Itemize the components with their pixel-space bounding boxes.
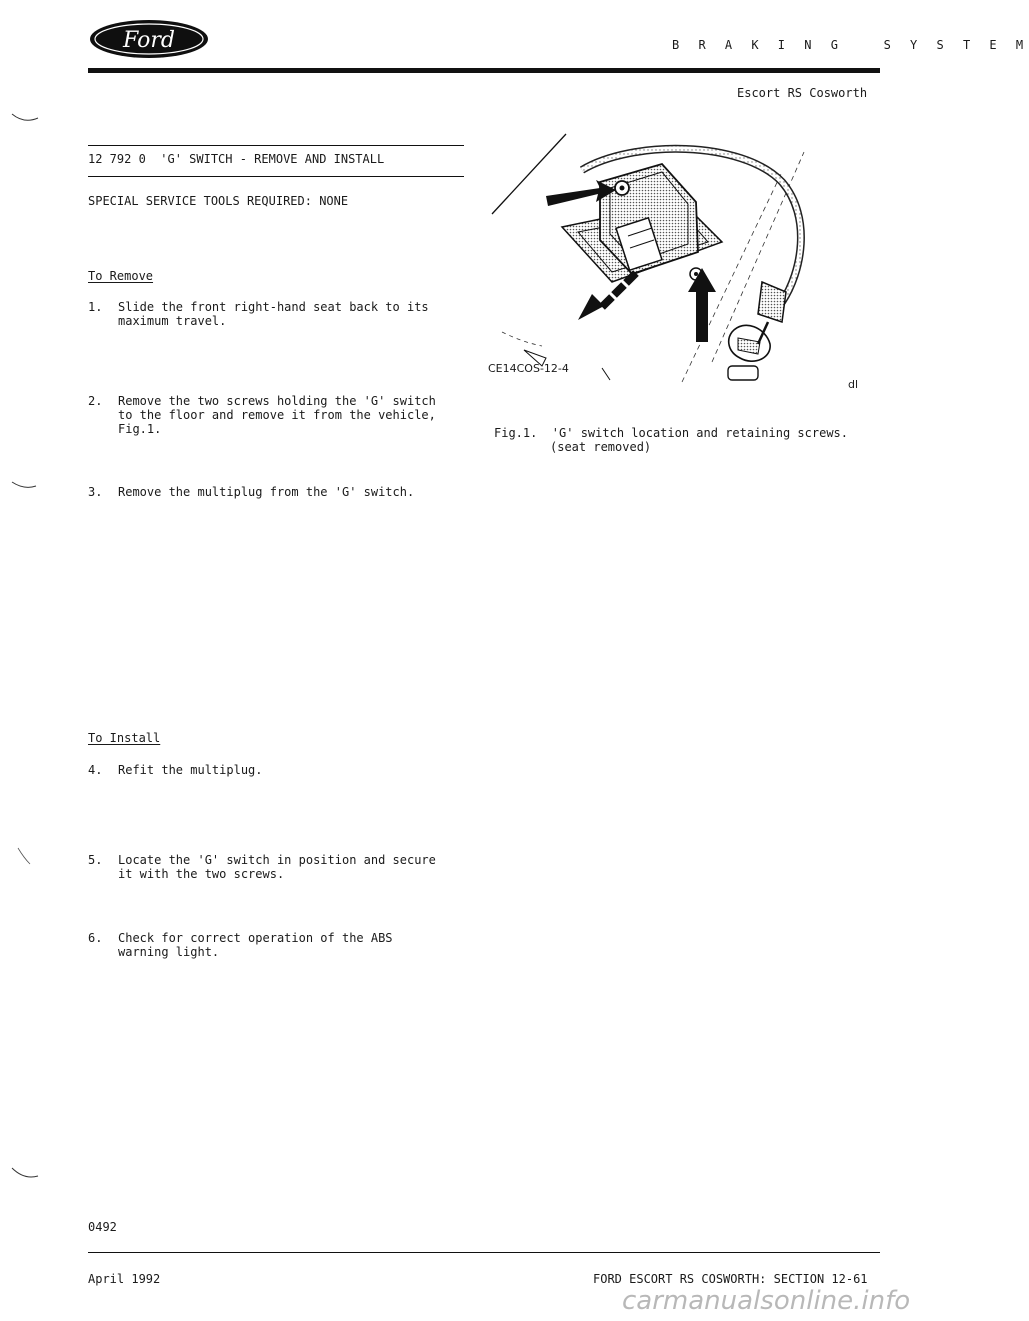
figure-corner-mark: dl: [848, 378, 859, 391]
step-text: Locate the 'G' switch in position and secure it with the two screws.: [118, 853, 436, 881]
section-title: B R A K I N G S Y S T E M: [672, 38, 1029, 52]
header-rule: [88, 68, 880, 73]
special-tools-line: SPECIAL SERVICE TOOLS REQUIRED: NONE: [88, 194, 349, 208]
step-text: Slide the front right-hand seat back to its maximum travel.: [118, 300, 429, 328]
step-number: 3.: [88, 485, 103, 499]
g-switch-illustration: [482, 132, 862, 390]
watermark: carmanualsonline.info: [622, 1286, 911, 1316]
step-number: 1.: [88, 300, 103, 314]
page-code: 0492: [88, 1220, 117, 1234]
footer-reference: FORD ESCORT RS COSWORTH: SECTION 12-61: [593, 1272, 868, 1286]
title-bottom-rule: [88, 176, 464, 177]
step-number: 5.: [88, 853, 103, 867]
title-top-rule: [88, 145, 464, 146]
step-text: Remove the multiplug from the 'G' switch.: [118, 485, 415, 499]
step-text: Remove the two screws holding the 'G' switch to the floor and remove it from the vehicle, Fig.1.: [118, 394, 436, 436]
figure-caption-sub: (seat removed): [550, 440, 652, 454]
remove-heading: To Remove: [88, 269, 154, 283]
step-text: Check for correct operation of the ABS warning light.: [118, 931, 393, 959]
footer-rule: [88, 1252, 880, 1253]
step-number: 6.: [88, 931, 103, 945]
figure-caption: Fig.1. 'G' switch location and retaining screws.: [494, 426, 849, 440]
model-name: Escort RS Cosworth: [737, 86, 868, 100]
ford-logo: [88, 18, 210, 60]
procedure-title: 12 792 0 'G' SWITCH - REMOVE AND INSTALL: [88, 152, 385, 166]
figure-code: CE14COS-12-4: [488, 362, 569, 375]
step-number: 4.: [88, 763, 103, 777]
step-text: Refit the multiplug.: [118, 763, 263, 777]
margin-marks: [0, 0, 60, 1321]
step-number: 2.: [88, 394, 103, 408]
footer-date: April 1992: [88, 1272, 161, 1286]
brand-wordmark: Ford: [123, 28, 175, 53]
install-heading: To Install: [88, 731, 161, 745]
